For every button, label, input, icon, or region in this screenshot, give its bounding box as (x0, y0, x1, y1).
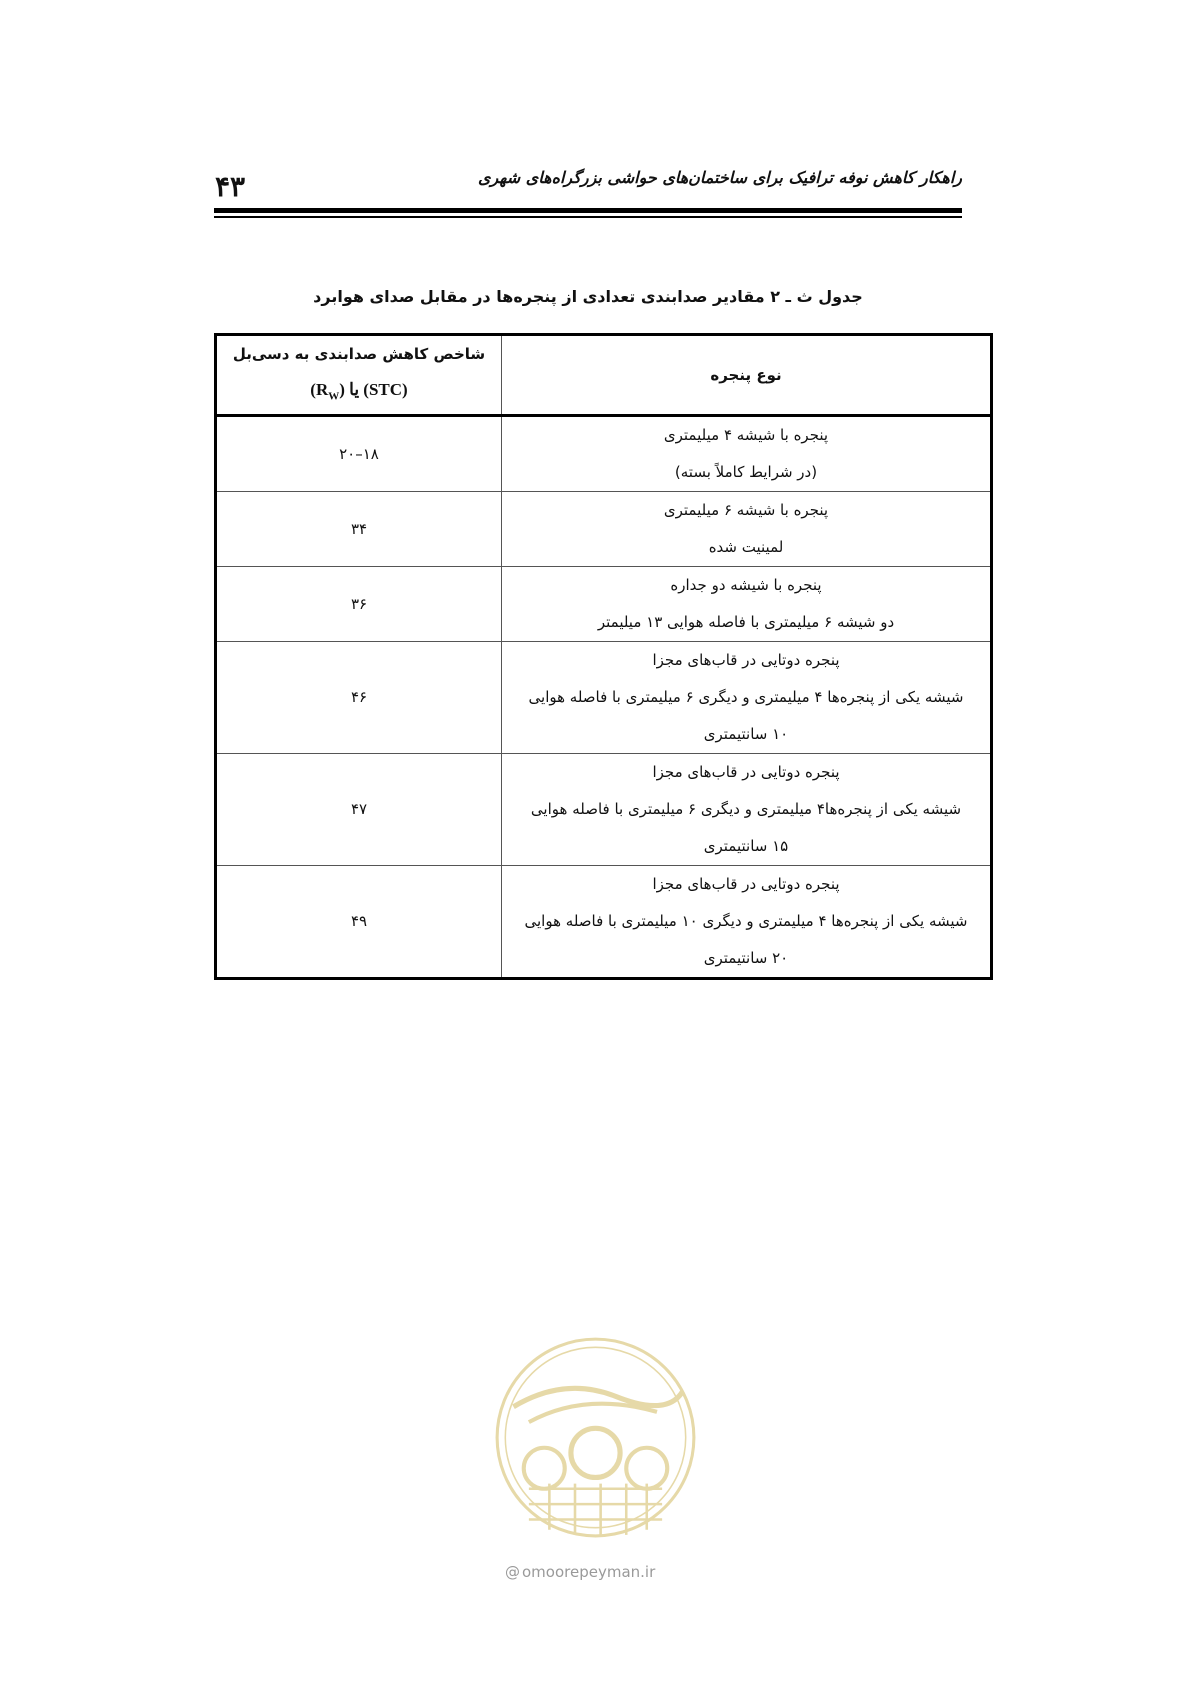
cell-window-type (502, 866, 992, 979)
table-row (216, 567, 992, 642)
cell-line: پنجره دوتایی در قاب‌های مجزا (652, 651, 840, 670)
cell-line: دو شیشه ۶ میلیمتری با فاصله هوایی ۱۳ میلیمتر (597, 613, 895, 632)
cell-sound-reduction-value: ۱۸–۲۰ (216, 416, 502, 492)
table-caption: جدول ث ـ ۲ مقادیر صدابندی تعدادی از پنجره‌ها در مقابل صدای هوابرد (313, 287, 863, 306)
table-body (216, 416, 992, 979)
table-row (216, 642, 992, 754)
cell-line: شیشه یکی از پنجره‌ها ۴ میلیمتری و دیگری ۱۰ میلیمتری با فاصله هوایی (524, 912, 968, 931)
cell-line: لمینیت شده (708, 538, 784, 557)
cell-line: ۲۰ سانتیمتری (703, 949, 789, 968)
cell-window-type (502, 642, 992, 754)
window-soundproofing-table (214, 333, 993, 980)
cell-line: (در شرایط کاملاً بسته) (674, 463, 818, 482)
header-sound-reduction-index (216, 335, 502, 416)
cell-line: ۱۰ سانتیمتری (703, 725, 789, 744)
cell-window-type (502, 492, 992, 567)
header-window-type: نوع پنجره (502, 335, 992, 416)
header-rule-thick (214, 208, 962, 213)
page-number: ۴۳ (215, 170, 246, 203)
cell-sound-reduction-value: ۴۹ (216, 866, 502, 979)
header-value-line1: شاخص کاهش صدابندی به دسی‌بل (232, 345, 486, 363)
cell-line: شیشه یکی از پنجره‌ها ۴ میلیمتری و دیگری ۶ میلیمتری با فاصله هوایی (528, 688, 964, 707)
table-row (216, 492, 992, 567)
cell-sound-reduction-value: ۴۶ (216, 642, 502, 754)
cell-window-type (502, 754, 992, 866)
cell-sound-reduction-value: ۳۴ (216, 492, 502, 567)
cell-line: پنجره با شیشه دو جداره (670, 576, 822, 595)
cell-line: شیشه یکی از پنجره‌ها۴ میلیمتری و دیگری ۶ میلیمتری با فاصله هوایی (530, 800, 962, 819)
cell-sound-reduction-value: ۴۷ (216, 754, 502, 866)
cell-line: پنجره با شیشه ۴ میلیمتری (663, 426, 829, 445)
cell-line: پنجره با شیشه ۶ میلیمتری (663, 501, 829, 520)
table-row (216, 416, 992, 492)
table-row (216, 866, 992, 979)
cell-line: پنجره دوتایی در قاب‌های مجزا (652, 763, 840, 782)
cell-sound-reduction-value: ۳۶ (216, 567, 502, 642)
table-header-row (216, 335, 992, 416)
cell-line: پنجره دوتایی در قاب‌های مجزا (652, 875, 840, 894)
running-header: راهکار کاهش نوفه ترافیک برای ساختمان‌های حواشی بزرگراه‌های شهری (478, 168, 962, 187)
at-sign-icon: @ (505, 1563, 520, 1581)
table-row (216, 754, 992, 866)
header-value-line2: (STC) یا $(R_W)$ (310, 380, 408, 403)
cell-window-type (502, 416, 992, 492)
header-rule-thin (214, 216, 962, 218)
cell-window-type (502, 567, 992, 642)
cell-line: ۱۵ سانتیمتری (703, 837, 789, 856)
omoor-peyman-logo-watermark (493, 1335, 698, 1540)
watermark-url: @ omoorepeyman.ir (505, 1563, 656, 1581)
